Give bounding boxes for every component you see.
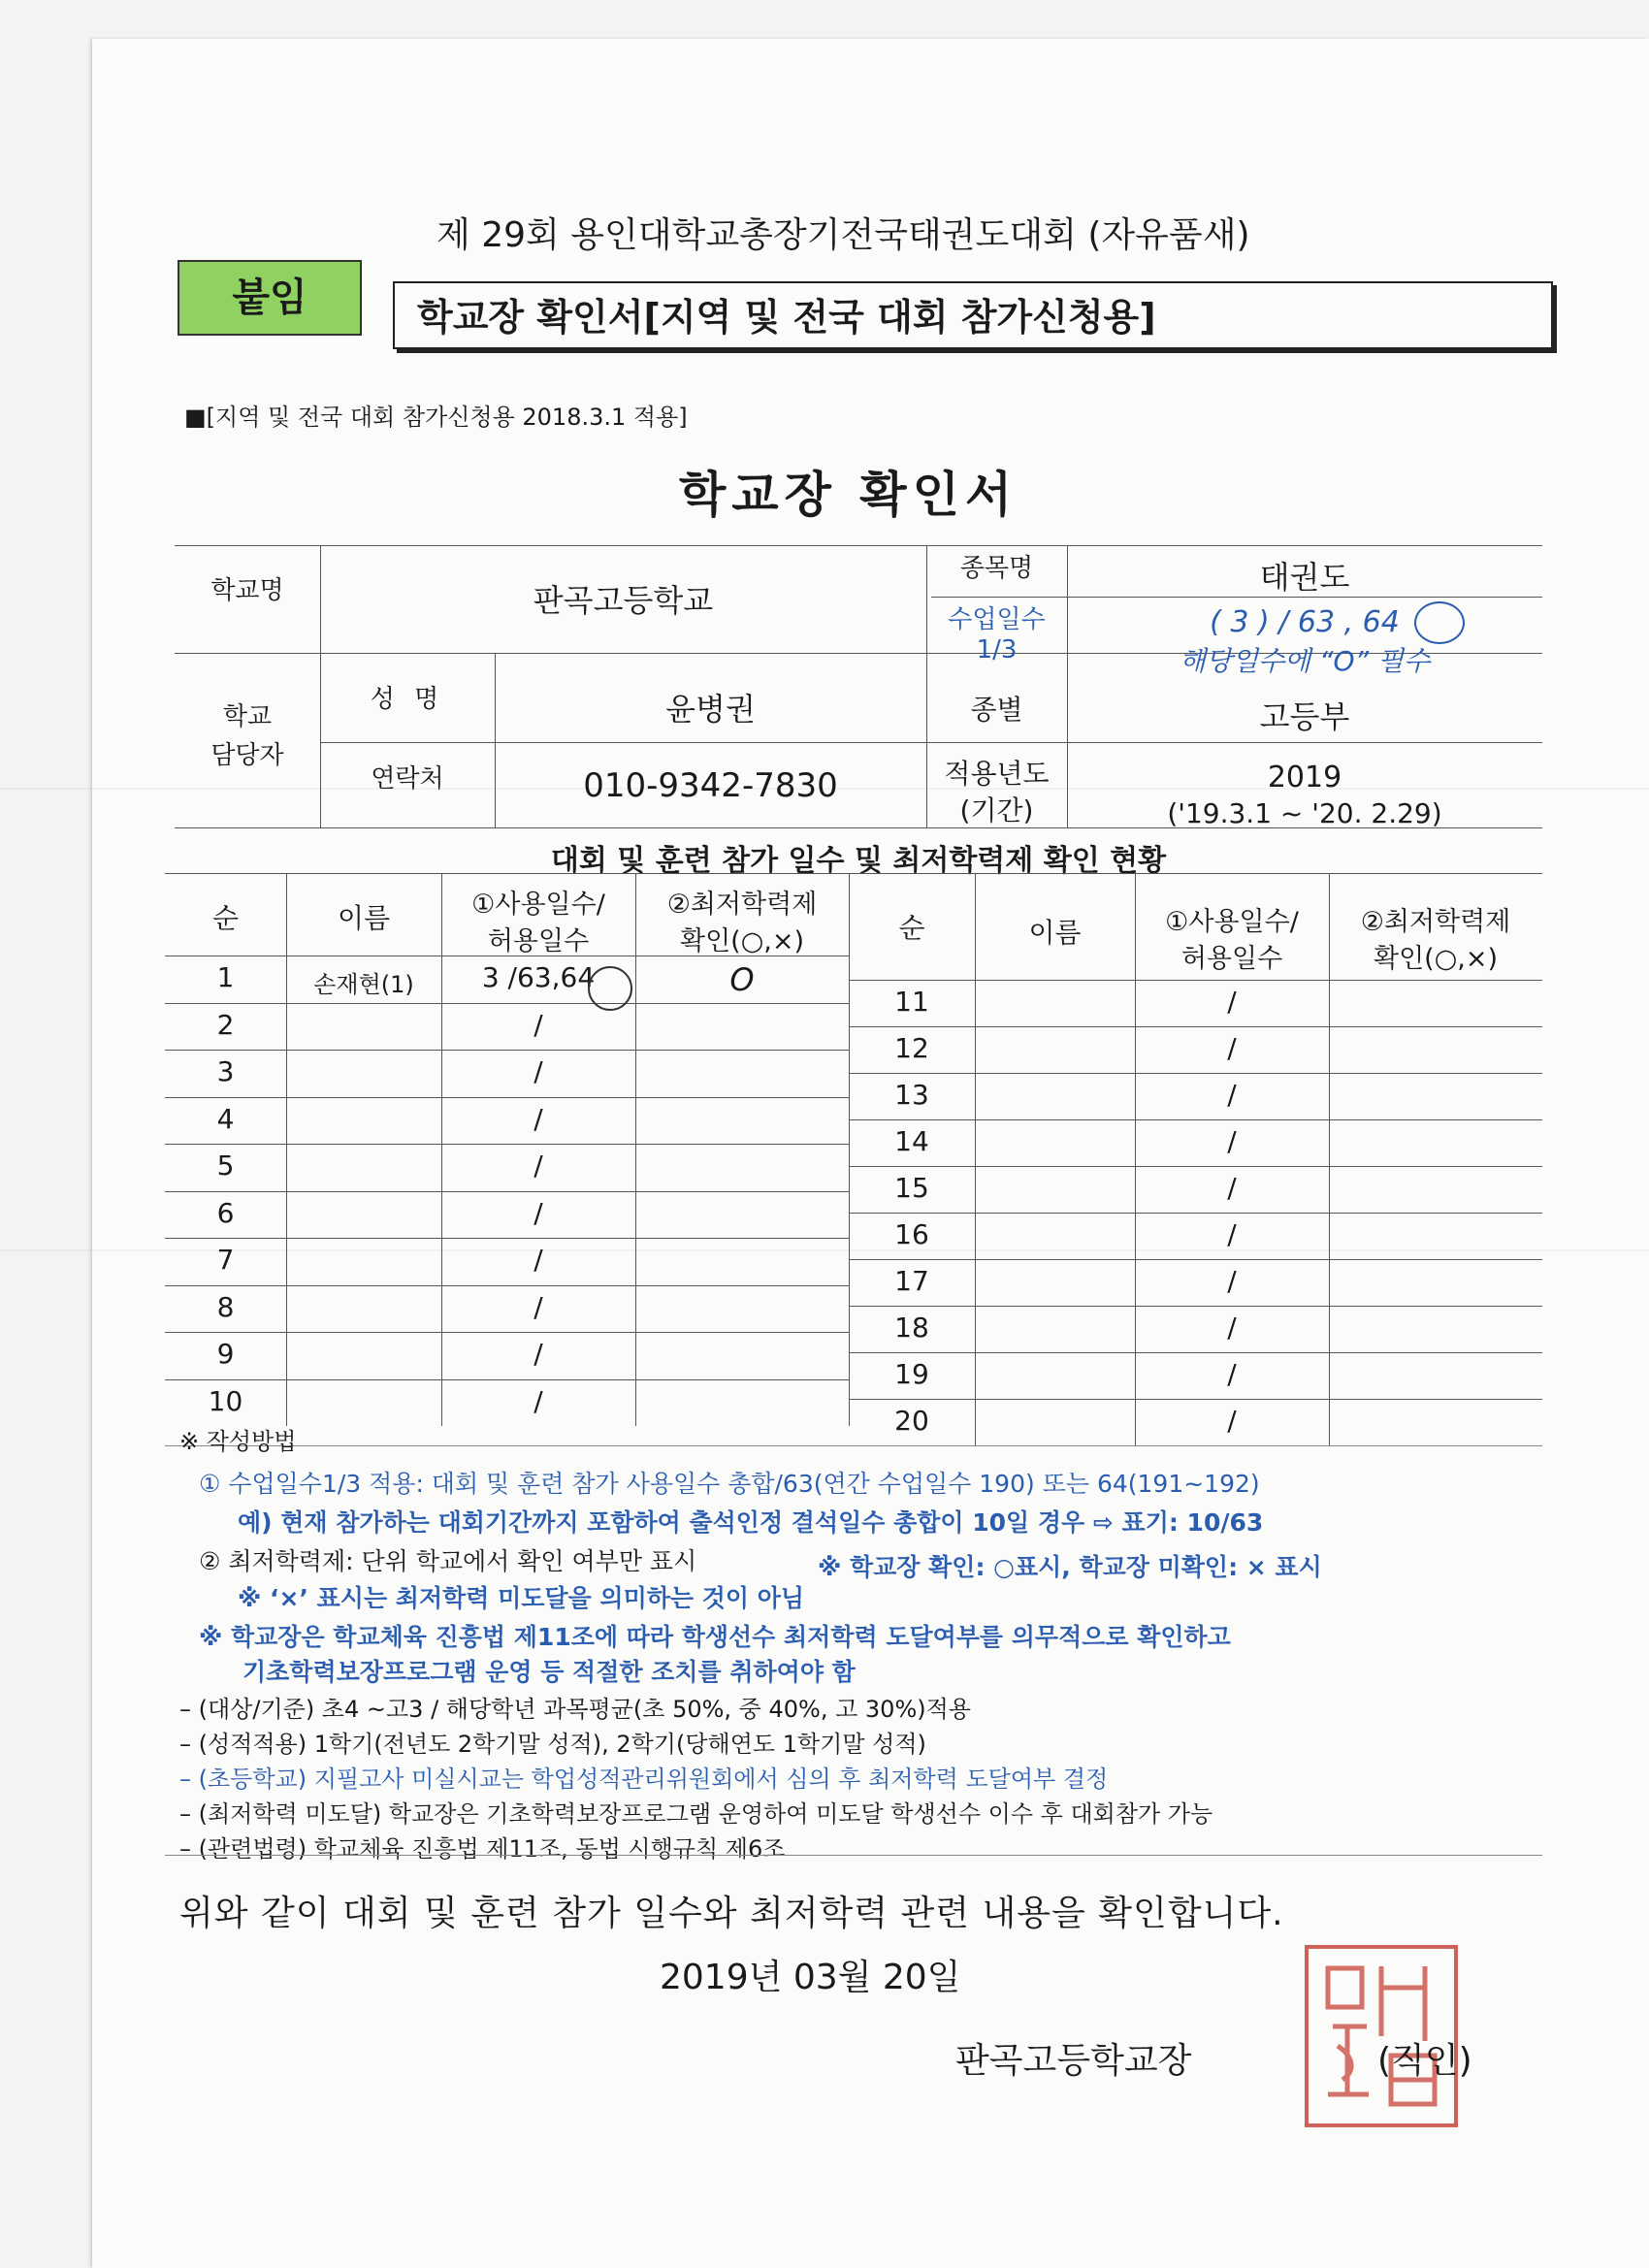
col-header-name-right: 이름 <box>1028 917 1082 949</box>
row-days: 3 /63,64 <box>481 961 596 993</box>
row-number: 6 <box>216 1196 235 1229</box>
row-days: / <box>1227 1079 1237 1111</box>
row-line <box>849 1399 1542 1400</box>
row-days: / <box>1227 1358 1237 1390</box>
col-header-days-right: ①사용일수/ <box>1165 907 1299 937</box>
row-line <box>165 1097 849 1098</box>
staff-label: 학교 <box>222 702 273 731</box>
row-days: / <box>534 1102 543 1135</box>
col-header-days: ①사용일수/ <box>471 890 605 920</box>
row-number: 2 <box>216 1008 235 1041</box>
school-name-label: 학교명 <box>210 576 284 605</box>
year: 2019 <box>1267 761 1342 794</box>
row-number: 14 <box>894 1125 929 1157</box>
col-header-days-2: 허용일수 <box>487 926 590 956</box>
form-title: 학교장 확인서 <box>679 467 1018 523</box>
instruction-line: – (최저학력 미도달) 학교장은 기초학력보장프로그램 운영하여 미도달 학생선수 이수 후 대회참가 가능 <box>179 1800 1213 1828</box>
class-days-label-ratio: 1/3 <box>976 635 1018 664</box>
seal-label: (직인) <box>1377 2041 1472 2081</box>
year-label: 적용년도 <box>944 758 1050 790</box>
row-line <box>165 1238 849 1239</box>
row-days: / <box>1227 1405 1237 1437</box>
row-number: 16 <box>894 1218 929 1250</box>
row-days: / <box>1227 1032 1237 1064</box>
row-number: 17 <box>894 1265 929 1297</box>
instruction-line: ② 최저학력제: 단위 학교에서 확인 여부만 표시 <box>199 1547 697 1575</box>
row-line <box>849 1306 1542 1307</box>
confirmation-date: 2019년 03월 20일 <box>660 1958 961 1997</box>
col-header-days-right-2: 허용일수 <box>1180 944 1283 974</box>
row-line <box>165 1285 849 1286</box>
instruction-line: – (성적적용) 1학기(전년도 2학기말 성적), 2학기(당해연도 1학기말 성적) <box>179 1731 926 1758</box>
sport-label: 종목명 <box>959 554 1034 583</box>
row-line <box>165 1191 849 1192</box>
row-line <box>165 1003 849 1004</box>
row-number: 3 <box>216 1055 235 1087</box>
col-header-check-right: ②최저학력제 <box>1360 907 1511 937</box>
instruction-line: 예) 현재 참가하는 대회기간까지 포함하여 출석인정 결석일수 총합이 10일 경우 ⇨ 표기: 10/63 <box>238 1508 1264 1537</box>
name-label: 성 명 <box>370 685 445 714</box>
row-days: / <box>534 1008 543 1041</box>
instruction-line: ※ 학교장은 학교체육 진흥법 제11조에 따라 학생선수 최저학력 도달여부를 의무적으로 확인하고 <box>199 1623 1231 1651</box>
row-line <box>165 1332 849 1333</box>
staff-name: 윤병권 <box>665 691 756 728</box>
col-header-check-right-2: 확인(○,×) <box>1374 944 1498 974</box>
sport: 태권도 <box>1259 559 1350 596</box>
row-number: 18 <box>894 1312 929 1344</box>
row-days: / <box>534 1338 543 1370</box>
instruction-line: ※ 학교장 확인: ○표시, 학교장 미확인: × 표시 <box>818 1553 1322 1581</box>
row-line <box>849 1026 1542 1027</box>
division-label: 종별 <box>970 694 1023 726</box>
row-number: 4 <box>216 1102 235 1135</box>
instruction-line: – (초등학교) 지필고사 미실시교는 학업성적관리위원회에서 심의 후 최저학력 도달여부 결정 <box>179 1766 1109 1793</box>
signer: 판곡고등학교장 <box>955 2041 1192 2081</box>
row-number: 19 <box>894 1358 929 1390</box>
status-title: 대회 및 훈련 참가 일수 및 최저학력제 확인 현황 <box>550 844 1167 878</box>
col-header-no: 순 <box>211 902 240 934</box>
staff-label-2: 담당자 <box>210 741 284 770</box>
col-header-check: ②최저학력제 <box>666 890 818 920</box>
row-name: 손재현(1) <box>313 971 414 998</box>
attachment-tag: 붙임 <box>178 260 362 336</box>
contact: 010-9342-7830 <box>583 766 838 805</box>
row-number: 1 <box>216 961 235 993</box>
contact-label: 연락처 <box>371 764 444 794</box>
col-header-check-2: 확인(○,×) <box>680 926 804 956</box>
row-number: 7 <box>216 1244 235 1276</box>
period: ('19.3.1 ~ '20. 2.29) <box>1167 797 1442 829</box>
row-days: / <box>534 1055 543 1087</box>
class-days-value: ( 3 ) / 63 , 64 <box>1210 605 1400 639</box>
event-title: 제 29회 용인대학교총장기전국태권도대회 (자유품새) <box>436 215 1250 255</box>
row-days: / <box>534 1196 543 1229</box>
row-line <box>849 1259 1542 1260</box>
row-days: / <box>534 1150 543 1182</box>
instruction-line: ① 수업일수1/3 적용: 대회 및 훈련 참가 사용일수 총합/63(연간 수업일수 190) 또는 64(191~192) <box>199 1470 1260 1498</box>
row-days: / <box>1227 986 1237 1018</box>
instruction-line: 기초학력보장프로그램 운영 등 적절한 조치를 취하여야 함 <box>242 1658 856 1686</box>
row-number: 10 <box>208 1384 243 1417</box>
row-number: 12 <box>894 1032 929 1064</box>
circle-mark <box>1414 601 1465 644</box>
instructions-header: ※ 작성방법 <box>179 1428 297 1455</box>
row-days: / <box>1227 1312 1237 1344</box>
row-line <box>165 1379 849 1380</box>
row-days: / <box>1227 1265 1237 1297</box>
col-header-no-right: 순 <box>898 912 925 944</box>
division: 고등부 <box>1259 698 1350 735</box>
row-line <box>849 1073 1542 1074</box>
row-number: 9 <box>216 1338 235 1370</box>
confirmation-statement: 위와 같이 대회 및 훈련 참가 일수와 최저학력 관련 내용을 확인합니다. <box>179 1894 1284 1933</box>
instruction-line: – (대상/기준) 초4 ~고3 / 해당학년 과목평균(초 50%, 중 40%, 고 30%)적용 <box>179 1696 971 1723</box>
class-days-note: 해당일수에 “O” 필수 <box>1179 645 1431 677</box>
row-days: / <box>1227 1218 1237 1250</box>
row-days: / <box>534 1244 543 1276</box>
instruction-line: ※ ‘×’ 표시는 최저학력 미도달을 의미하는 것이 아님 <box>238 1584 805 1612</box>
applicability-note: ■[지역 및 전국 대회 참가신청용 2018.3.1 적용] <box>184 404 688 431</box>
row-number: 13 <box>894 1079 929 1111</box>
row-number: 11 <box>894 986 929 1018</box>
col-header-name: 이름 <box>337 902 391 934</box>
row-number: 5 <box>216 1150 235 1182</box>
row-number: 20 <box>894 1405 929 1437</box>
row-days: / <box>534 1384 543 1417</box>
row-line <box>849 1166 1542 1167</box>
row-line <box>849 1352 1542 1353</box>
school-name: 판곡고등학교 <box>533 582 714 619</box>
circle-mark <box>588 966 632 1011</box>
instruction-line: – (관련법령) 학교체육 진흥법 제11조, 동법 시행규칙 제6조 <box>179 1835 786 1863</box>
year-label-2: (기간) <box>959 794 1034 826</box>
row-days: / <box>1227 1125 1237 1157</box>
class-days-label: 수업일수 <box>948 605 1046 634</box>
row-line <box>849 1213 1542 1214</box>
doc-header: 학교장 확인서[지역 및 전국 대회 참가신청용] <box>417 296 1156 339</box>
row-line <box>849 1119 1542 1120</box>
row-line <box>165 1050 849 1051</box>
row-days: / <box>534 1290 543 1323</box>
row-days: / <box>1227 1172 1237 1204</box>
row-number: 8 <box>216 1290 235 1323</box>
row-check: O <box>729 961 755 998</box>
row-number: 15 <box>894 1172 929 1204</box>
row-line <box>165 1144 849 1145</box>
